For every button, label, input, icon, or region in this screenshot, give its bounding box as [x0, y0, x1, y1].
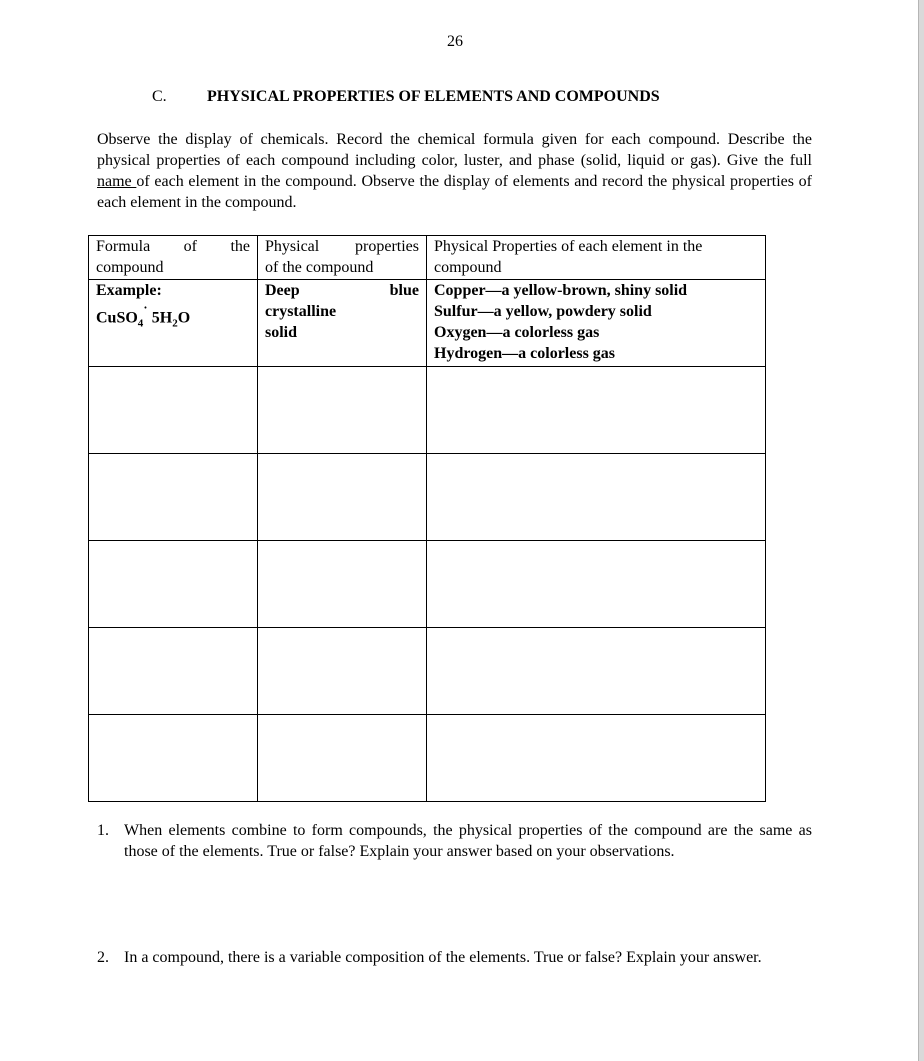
blank-elements-cell[interactable] — [427, 715, 766, 802]
instructions-part-2: of each element in the compound. Observe the display of elements and record the physical properties of each element in the compound. — [97, 173, 813, 211]
blank-elements-cell[interactable] — [427, 541, 766, 628]
example-label: Example: — [96, 282, 162, 299]
table-row — [89, 628, 766, 715]
page-edge — [918, 0, 924, 1061]
example-element-properties — [427, 280, 766, 367]
example-props-line1: Deep blue — [265, 282, 419, 299]
header-props-line2: of the compound — [265, 259, 374, 276]
blank-formula-cell[interactable] — [89, 715, 258, 802]
header-formula-line2: compound — [96, 259, 164, 276]
blank-formula-cell[interactable] — [89, 628, 258, 715]
section-heading — [152, 88, 660, 106]
instructions-paragraph — [97, 129, 812, 213]
question-number: 2. — [97, 949, 109, 966]
blank-compound-cell[interactable] — [258, 628, 427, 715]
table-row — [89, 541, 766, 628]
element-sulfur: Sulfur—a yellow, powdery solid — [434, 303, 652, 320]
blank-compound-cell[interactable] — [258, 454, 427, 541]
blank-compound-cell[interactable] — [258, 541, 427, 628]
blank-compound-cell[interactable] — [258, 715, 427, 802]
properties-table — [88, 235, 766, 802]
blank-formula-cell[interactable] — [89, 454, 258, 541]
question-number: 1. — [97, 822, 109, 839]
example-formula-cell — [89, 280, 258, 367]
example-props-line2: crystalline — [265, 303, 337, 320]
question-text: In a compound, there is a variable composition of the elements. True or false? Explain your answer. — [124, 949, 762, 966]
example-compound-properties — [258, 280, 427, 367]
blank-compound-cell[interactable] — [258, 367, 427, 454]
underlined-word: name — [97, 173, 137, 190]
section-letter: C. — [152, 88, 167, 105]
example-props-line3: solid — [265, 324, 298, 341]
table-row — [89, 367, 766, 454]
element-hydrogen: Hydrogen—a colorless gas — [434, 345, 616, 362]
element-oxygen: Oxygen—a colorless gas — [434, 324, 600, 341]
question-2 — [97, 947, 812, 968]
example-formula: CuSO$_4$˙ $5H_2O$ — [96, 304, 191, 330]
header-compound-properties — [258, 236, 427, 280]
blank-elements-cell[interactable] — [427, 367, 766, 454]
table-header-row — [89, 236, 766, 280]
section-title: PHYSICAL PROPERTIES OF ELEMENTS AND COMPOUNDS — [207, 88, 660, 105]
header-formula — [89, 236, 258, 280]
question-1 — [97, 820, 812, 862]
instructions-part-1: Observe the display of chemicals. Record the chemical formula given for each compound. Describe the physical properties of each compound including color, luster, and phase (solid, liquid or gas). Give the full — [97, 131, 812, 169]
blank-formula-cell[interactable] — [89, 541, 258, 628]
table-row — [89, 715, 766, 802]
blank-elements-cell[interactable] — [427, 628, 766, 715]
question-text: When elements combine to form compounds, the physical properties of the compound are the same as those of the elements. True or false? Explain your answer based on your observations. — [124, 822, 812, 860]
header-element-properties: Physical Properties of each element in the compound — [427, 236, 766, 280]
header-formula-line1: Formula of the — [96, 238, 250, 255]
blank-formula-cell[interactable] — [89, 367, 258, 454]
example-row — [89, 280, 766, 367]
element-copper: Copper—a yellow-brown, shiny solid — [434, 282, 688, 299]
table-row — [89, 454, 766, 541]
blank-elements-cell[interactable] — [427, 454, 766, 541]
header-props-line1: Physical properties — [265, 238, 419, 255]
page-number: 26 — [447, 33, 463, 50]
